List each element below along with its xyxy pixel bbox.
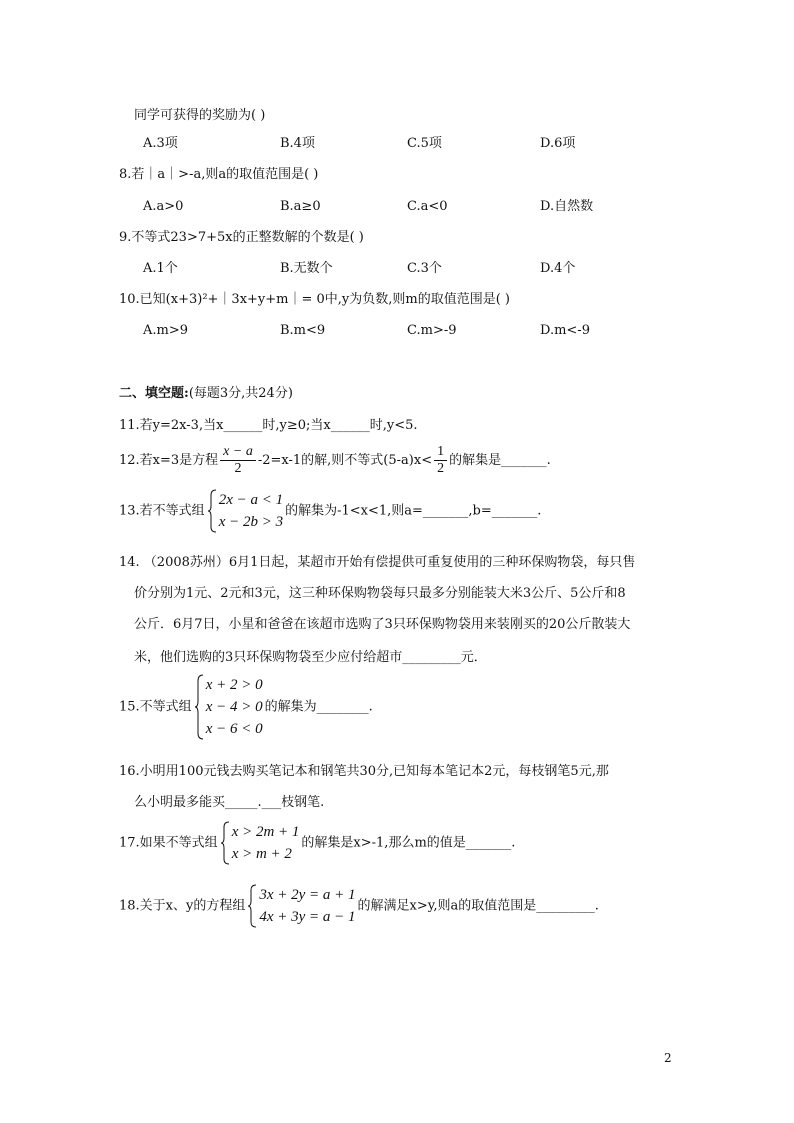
q15-system-row-2: x − 4 > 0 — [205, 699, 263, 715]
q12-fraction — [220, 444, 256, 477]
q12-post: 的解集是_______. — [449, 453, 551, 468]
q8-option-b: B.a≥0 — [280, 199, 321, 214]
q17-system-row-2: x > m + 2 — [231, 846, 292, 862]
q9-option-d: D.4个 — [540, 261, 576, 276]
q11-stem: 11.若y=2x-3,当x______时,y≥0;当x______时,y<5. — [119, 418, 418, 433]
q9-option-a: A.1个 — [143, 261, 178, 276]
q13-system-row-1: 2x − a < 1 — [218, 492, 284, 508]
q15-system — [194, 674, 263, 740]
q15-post: 的解集为________. — [264, 699, 373, 715]
q17-pre: 17.如果不等式组 — [119, 835, 218, 851]
q14-line-4: 米，他们选购的3只环保购物袋至少应付给超市_________元． — [134, 650, 487, 665]
q18-pre: 18.关于x、y的方程组 — [119, 898, 246, 914]
q13-system — [207, 489, 283, 533]
q12-pre: 12.若x=3是方程 — [119, 453, 219, 468]
q10-option-c: C.m>-9 — [407, 323, 457, 338]
q13-stem — [119, 489, 541, 533]
q12-fraction2-den: 2 — [437, 461, 445, 476]
q7-option-b: B.4项 — [280, 136, 315, 151]
q14-line-1: 14. （2008苏州）6月1日起，某超市开始有偿提供可重复使用的三种环保购物袋，每只售 — [119, 555, 636, 570]
q16-line-2: 么小明最多能买_____.___枝钢笔. — [134, 795, 325, 810]
q15-system-row-3: x − 6 < 0 — [205, 721, 263, 737]
brace-icon — [194, 674, 204, 740]
q7-option-d: D.6项 — [540, 136, 576, 151]
q14-line-2: 价分别为1元、2元和3元，这三种环保购物袋每只最多分别能装大米3公斤、5公斤和8 — [134, 586, 626, 601]
q17-post: 的解集是x>-1,那么m的值是_______. — [301, 835, 516, 851]
q10-option-b: B.m<9 — [280, 323, 326, 338]
q9-option-b: B.无数个 — [280, 261, 333, 276]
q12-fraction-2 — [434, 444, 447, 477]
q17-system-row-1: x > 2m + 1 — [231, 824, 300, 840]
brace-icon — [247, 884, 257, 928]
q12-fraction-den: 2 — [234, 461, 242, 476]
q18-post: 的解满足x>y,则a的取值范围是_________. — [357, 898, 599, 914]
q13-system-row-2: x − 2b > 3 — [218, 514, 284, 530]
q18-stem — [119, 884, 599, 928]
brace-icon — [220, 821, 230, 865]
q17-stem — [119, 821, 515, 865]
section-note: (每题3分,共24分) — [188, 386, 293, 401]
q7-option-a: A.3项 — [143, 136, 178, 151]
q9-stem: 9.不等式23>7+5x的正整数解的个数是( ) — [119, 230, 364, 245]
q15-pre: 15.不等式组 — [119, 699, 192, 715]
q12-stem — [119, 441, 551, 481]
q10-option-d: D.m<-9 — [540, 323, 590, 338]
q15-system-row-1: x + 2 > 0 — [205, 677, 263, 693]
q12-mid: -2=x-1的解,则不等式(5-a)x< — [257, 453, 433, 468]
q9-option-c: C.3个 — [407, 261, 442, 276]
q18-system-row-1: 3x + 2y = a + 1 — [259, 887, 356, 903]
page-number: 2 — [664, 1051, 672, 1065]
q16-line-1: 16.小明用100元钱去购买笔记本和钢笔共30分,已知每本笔记本2元，每枝钢笔5元,那 — [119, 764, 609, 779]
q8-option-c: C.a<0 — [407, 199, 448, 214]
section-title-text: 二、填空题: — [119, 386, 189, 401]
q17-system — [220, 821, 300, 865]
q18-system — [247, 884, 355, 928]
q7-option-c: C.5项 — [407, 136, 442, 151]
q8-option-a: A.a>0 — [143, 199, 184, 214]
q13-pre: 13.若不等式组 — [119, 503, 205, 519]
q8-stem: 8.若｜a｜>-a,则a的取值范围是( ) — [119, 167, 319, 182]
brace-icon — [207, 489, 217, 533]
q8-option-d: D.自然数 — [540, 199, 594, 214]
section-title — [119, 385, 293, 403]
q13-post: 的解集为-1<x<1,则a=_______,b=_______. — [285, 503, 542, 519]
q15-stem — [119, 674, 373, 740]
q12-fraction-num: x − a — [220, 444, 256, 461]
q10-option-a: A.m>9 — [143, 323, 189, 338]
q12-fraction2-num: 1 — [434, 444, 447, 461]
q10-stem: 10.已知(x+3)²+｜3x+y+m｜= 0中,y为负数,则m的取值范围是( ) — [119, 292, 510, 307]
q7-continuation: 同学可获得的奖励为( ) — [134, 108, 266, 123]
q14-line-3: 公斤．6月7日，小星和爸爸在该超市选购了3只环保购物袋用来装刚买的20公斤散装大 — [134, 617, 631, 632]
q18-system-row-2: 4x + 3y = a − 1 — [259, 909, 356, 925]
